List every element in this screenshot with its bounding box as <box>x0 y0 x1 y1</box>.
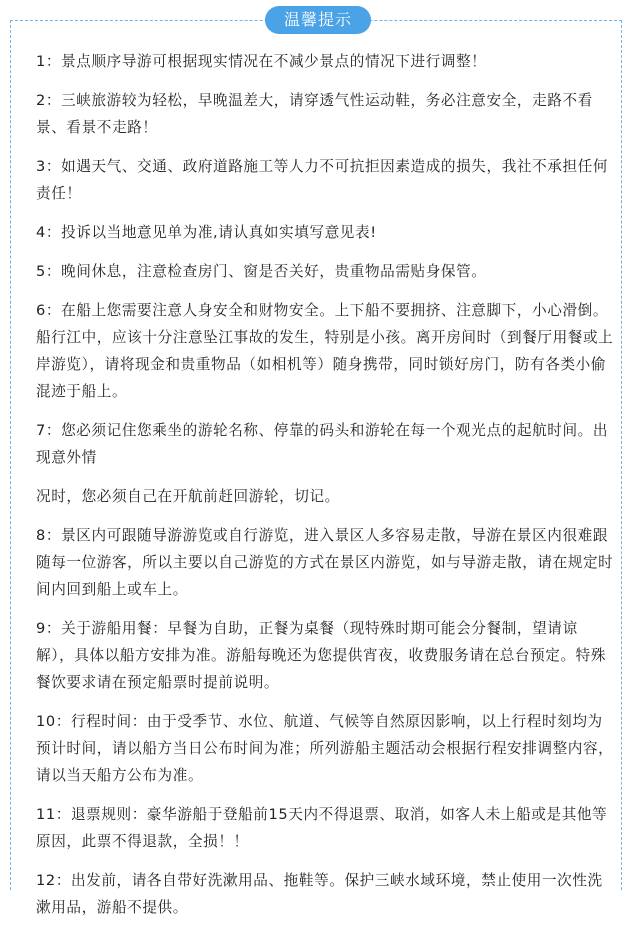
notice-item-10: 10：行程时间：由于受季节、水位、航道、气候等自然原因影响，以上行程时刻均为预计时间，请以船方当日公布时间为准；所列游船主题活动会根据行程安排调整内容，请以当天船方公布为准。 <box>36 713 614 784</box>
notice-content <box>36 48 614 933</box>
notice-item-5: 5：晚间休息，注意检查房门、窗是否关好，贵重物品需贴身保管。 <box>36 263 487 280</box>
notice-item-6: 6：在船上您需要注意人身安全和财物安全。上下船不要拥挤、注意脚下，小心滑倒。船行江中，应该十分注意坠江事故的发生，特别是小孩。离开房间时（到餐厅用餐或上岸游览），请将现金和贵重物品（如相机等）随身携带，同时锁好房门，防有各类小偷混迹于船上。 <box>36 302 614 400</box>
notice-item-1: 1：景点顺序导游可根据现实情况在不减少景点的情况下进行调整！ <box>36 53 487 70</box>
notice-item-7-continued: 况时，您必须自己在开航前赶回游轮，切记。 <box>36 488 340 505</box>
notice-item-11: 11：退票规则：豪华游船于登船前15天内不得退票、取消，如客人未上船或是其他等原因，此票不得退款，全损！！ <box>36 806 608 850</box>
notice-item-4: 4：投诉以当地意见单为准,请认真如实填写意见表! <box>36 224 377 241</box>
notice-item-9: 9：关于游船用餐：早餐为自助，正餐为桌餐（现特殊时期可能会分餐制，望请谅解），具体以船方安排为准。游船每晚还为您提供宵夜，收费服务请在总台预定。特殊餐饮要求请在预定船票时提前说明。 <box>36 620 607 691</box>
notice-item-2: 2：三峡旅游较为轻松，早晚温差大，请穿透气性运动鞋，务必注意安全，走路不看景、看景不走路！ <box>36 92 593 136</box>
notice-item-8: 8：景区内可跟随导游游览或自行游览，进入景区人多容易走散，导游在景区内很难跟随每一位游客，所以主要以自己游览的方式在景区内游览，如与导游走散，请在规定时间内回到船上或车上。 <box>36 527 614 598</box>
notice-item-7: 7：您必须记住您乘坐的游轮名称、停靠的码头和游轮在每一个观光点的起航时间。出现意外情 <box>36 422 609 466</box>
notice-item-12: 12：出发前，请各自带好洗漱用品、拖鞋等。保护三峡水域环境，禁止使用一次性洗漱用品，游船不提供。 <box>36 872 603 916</box>
notice-title: 温馨提示 <box>265 6 371 34</box>
notice-item-3: 3：如遇天气、交通、政府道路施工等人力不可抗拒因素造成的损失，我社不承担任何责任！ <box>36 158 609 202</box>
